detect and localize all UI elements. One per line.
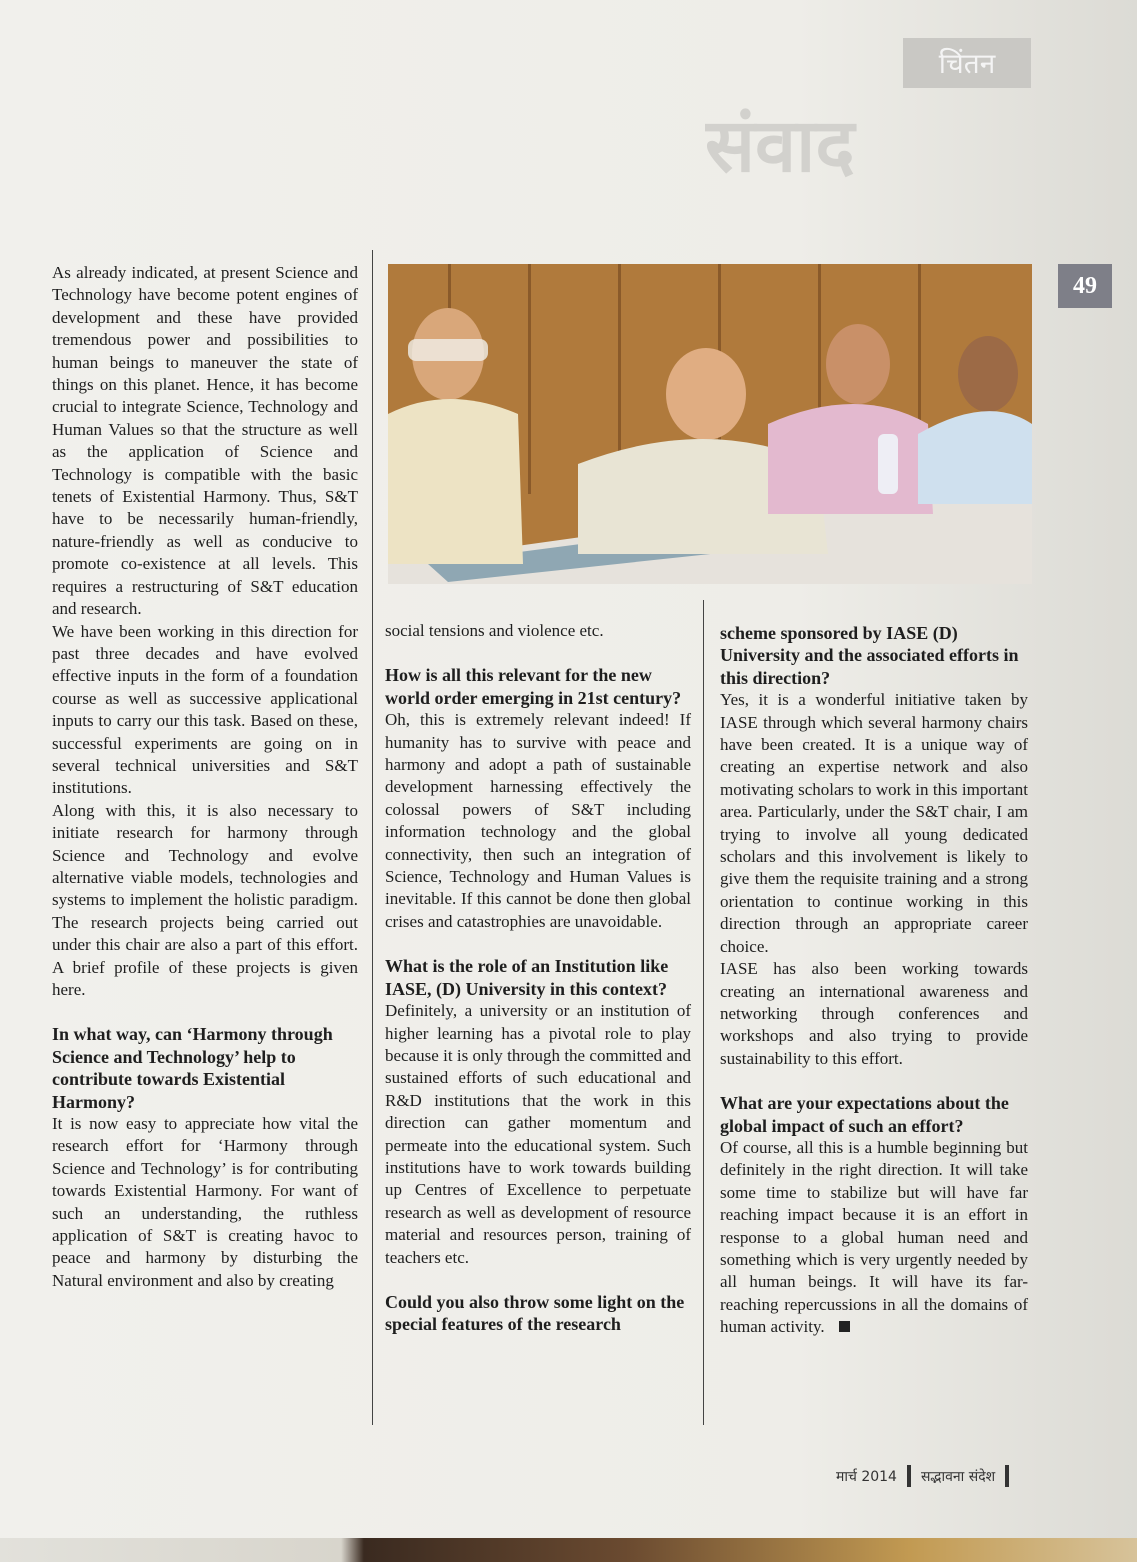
paragraph: As already indicated, at present Science and Technology have become potent engines of development and these have provided tremendous power and possibilities to human beings to maneuver the state of things on this planet. Hence, it has become crucial to integrate Science, Technology and Human Values so that the structure as well as the application of Science and Technology is compatible with the basic tenets of Existential Harmony. Thus, S&T have to be necessarily human-friendly, nature-friendly as well as conducive to promote co-existence at all levels. This requires a restructuring of S&T education and research.: [52, 263, 358, 619]
page-footer: [836, 1462, 1009, 1490]
paragraph: Yes, it is a wonderful initiative taken by IASE through which several harmony chairs have been created. It is a unique way of creating an expertise network and also motivating scholars to work in this important area. Particularly, under the S&T chair, I am trying to involve all young dedicated scholars and this involvement is likely to give them the requisite training and a strong orientation to continue working in this direction through an appropriate career choice.: [720, 690, 1028, 956]
article-column-1: [52, 262, 358, 1292]
question-heading: How is all this relevant for the new world order emerging in 21st century?: [385, 665, 682, 708]
paragraph: social tensions and violence etc.: [385, 621, 604, 640]
paragraph: [720, 1137, 1028, 1339]
column-rule-mid: [703, 600, 704, 1425]
paragraph: IASE has also been working towards creating an international awareness and networking through conferences and workshops and also trying to provide sustainability to this effort.: [720, 959, 1028, 1068]
question-heading: What is the role of an Institution like IASE, (D) University in this context?: [385, 956, 669, 999]
issue-date: मार्च 2014: [836, 1468, 897, 1485]
magazine-name: सद्भावना संदेश: [920, 1468, 996, 1485]
question-heading: scheme sponsored by IASE (D) University and the associated efforts in this direction?: [720, 623, 1019, 688]
paragraph: Along with this, it is also necessary to initiate research for harmony through Science and Technology and evolve alternative viable models, technologies and systems to implement the holistic paradigm. The research projects being carried out under this chair are also a part of this effort. A brief profile of these projects is given here.: [52, 800, 358, 999]
paragraph: It is now easy to appreciate how vital the research effort for ‘Harmony through Science and Technology’ is for contributing towards Existential Harmony. For want of such an understanding, the ruthless application of S&T is creating havoc to peace and harmony by disturbing the Natural environment and also by creating: [52, 1114, 358, 1290]
meeting-photo-illustration: [388, 264, 1032, 584]
page-edge-strip: [0, 1538, 1137, 1562]
end-of-article-icon: [839, 1321, 850, 1332]
footer-separator: [1005, 1465, 1009, 1487]
meeting-photo: [388, 264, 1032, 584]
question-heading: What are your expectations about the global impact of such an effort?: [720, 1093, 1009, 1136]
article-column-2: [385, 620, 691, 1336]
section-title: संवाद: [705, 103, 855, 189]
page-number: 49: [1058, 264, 1112, 308]
question-heading: Could you also throw some light on the special features of the research: [385, 1291, 685, 1335]
paragraph: Oh, this is extremely relevant indeed! If humanity has to survive with peace and harmony and adopt a path of sustainable development harnessing effectively the colossal powers of S&T including information technology and the global connectivity, then such an integration of Science, Technology and Human Values is inevitable. If this cannot be done then global crises and catastrophies are unavoidable.: [385, 710, 691, 931]
article-column-3: [720, 622, 1028, 1339]
footer-separator: [907, 1465, 911, 1487]
paragraph: Definitely, a university or an institution of higher learning has a pivotal role to play because it is only through the committed and sustained efforts of such educational and R&D institutions that the work in this direction can gather momentum and permeate into the educational system. Such institutions have to work towards building up Centres of Excellence to perpetuate research as well as development of resource material and resources person, training of teachers etc.: [385, 1001, 691, 1267]
section-tag: चिंतन: [903, 38, 1031, 88]
closing-paragraph-text: Of course, all this is a humble beginning but definitely in the right direction. It will take some time to stabilize but will have far reaching impact because it is an effort in response to a global human need and something which is very urgently needed by all human beings. It will have its far-reaching repercussions in all the domains of human activity.: [720, 1137, 1028, 1337]
paragraph: We have been working in this direction for past three decades and have evolved effective inputs in the form of a foundation course as well as successive applicational inputs to carry our this task. Based on these, successful experiments are going on in several technical universities and S&T institutions.: [52, 621, 358, 798]
question-heading: In what way, can ‘Harmony through Science and Technology’ help to contribute towards Existential Harmony?: [52, 1024, 333, 1112]
column-rule-left: [372, 250, 373, 1425]
